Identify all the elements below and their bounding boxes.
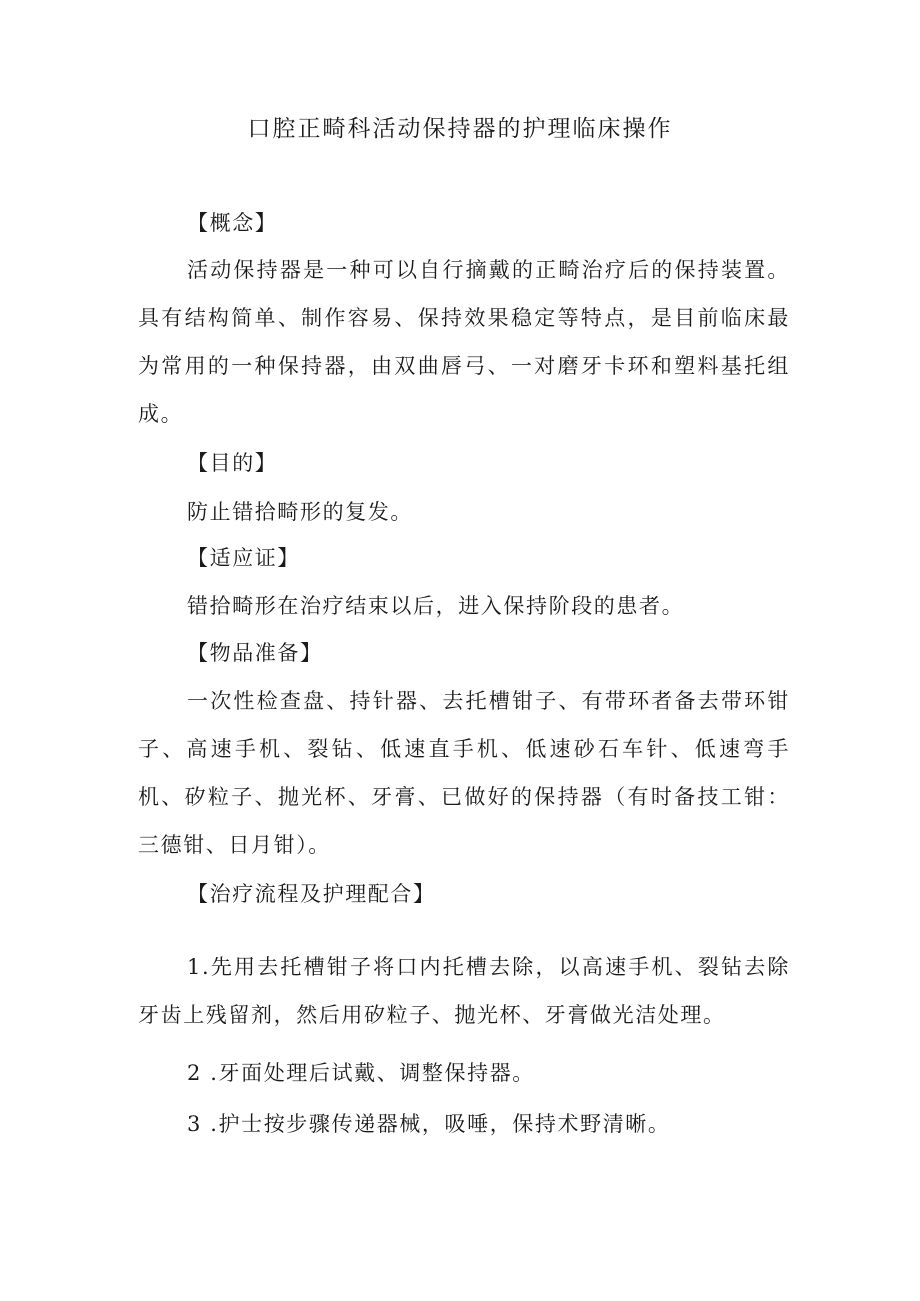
section-text-concept: 活动保持器是一种可以自行摘戴的正畸治疗后的保持装置。具有结构简单、制作容易、保持效果稳定等特点，是目前临床最为常用的一种保持器，由双曲唇弓、一对磨牙卡环和塑料基托组成。	[138, 258, 790, 426]
page-title: 口腔正畸科活动保持器的护理临床操作	[247, 116, 673, 142]
section-heading-procedure: 【治疗流程及护理配合】	[187, 882, 436, 906]
section-heading-concept: 【概念】	[187, 211, 278, 235]
section-heading-supplies: 【物品准备】	[187, 641, 323, 665]
section-heading-indication: 【适应证】	[187, 546, 300, 570]
section-text-indication: 错拾畸形在治疗结束以后，进入保持阶段的患者。	[187, 594, 685, 618]
section-heading-purpose: 【目的】	[187, 451, 278, 475]
procedure-step-1: 1.先用去托槽钳子将口内托槽去除，以高速手机、裂钻去除牙齿上残留剂，然后用矽粒子、抛光杯、牙膏做光洁处理。	[138, 955, 790, 1027]
section-text-purpose: 防止错拾畸形的复发。	[187, 500, 413, 524]
procedure-step-3: 3 .护士按步骤传递器械，吸唾，保持术野清晰。	[187, 1112, 671, 1136]
procedure-step-2: 2 .牙面处理后试戴、调整保持器。	[187, 1061, 535, 1085]
section-text-supplies: 一次性检查盘、持针器、去托槽钳子、有带环者备去带环钳子、高速手机、裂钻、低速直手机、低速砂石车针、低速弯手机、矽粒子、抛光杯、牙膏、已做好的保持器（有时备技工钳：三德钳、日月钳）。	[138, 689, 790, 857]
